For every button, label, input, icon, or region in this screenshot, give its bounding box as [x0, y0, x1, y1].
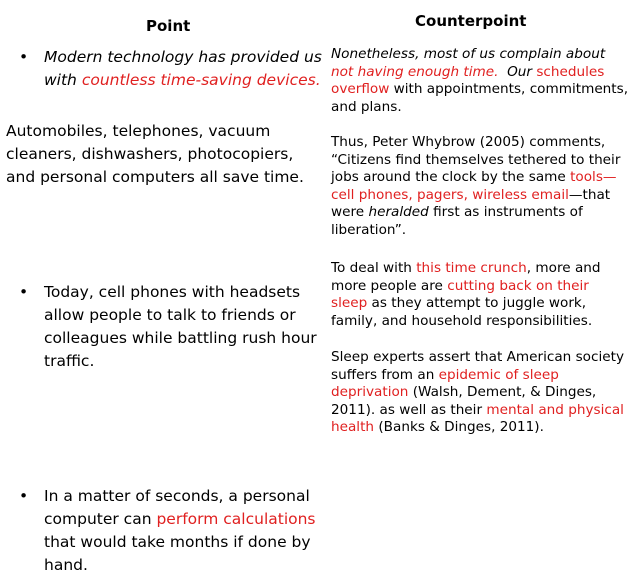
- cp2-highlight: tools— cell phones, pagers, wireless email: [331, 169, 617, 203]
- point-bullet-1-highlight: countless time-saving devices.: [81, 71, 321, 89]
- point-paragraph: Automobiles, telephones, vacuum cleaners, dishwashers, photocopiers, and personal computers all save time.: [6, 122, 304, 186]
- bullet-marker: •: [19, 283, 29, 301]
- counterpoint-heading: Counterpoint: [415, 12, 527, 30]
- cp2-italic: heralded: [368, 204, 429, 220]
- counterpoint-paragraph-2: [331, 134, 629, 239]
- cp1-text-b: Our: [498, 63, 537, 80]
- cp4-highlight-b: mental and physical health: [331, 401, 624, 435]
- point-column: [6, 0, 322, 574]
- cp4-highlight-a: epidemic of sleep deprivation: [331, 366, 559, 400]
- bullet-marker: •: [19, 487, 29, 505]
- point-bullet-1: [18, 46, 336, 92]
- cp1-highlight-a: not having enough time.: [331, 63, 499, 80]
- point-bullet-3-highlight: perform calculations: [156, 510, 316, 528]
- point-bullet-2-text: Today, cell phones with headsets allow people to talk to friends or colleagues while battling rush hour traffic.: [44, 283, 317, 370]
- cp3-text-b: , more and more people are: [331, 260, 601, 294]
- counterpoint-paragraph-3: [331, 260, 629, 330]
- point-bullet-3-text: In a matter of seconds, a personal computer can: [44, 487, 310, 528]
- point-bullet-2: [18, 281, 336, 373]
- point-bullet-3-text-end: that would take months if done by hand.: [44, 533, 311, 574]
- point-heading: Point: [146, 17, 191, 35]
- cp4-text-b: (Walsh, Dement, & Dinges, 2011). as well as their: [331, 384, 597, 418]
- cp3-text-a: To deal with: [331, 260, 417, 276]
- point-bullet-1-text: Modern technology has provided us with: [44, 48, 322, 89]
- cp2-text-c: first as instruments of liberation”.: [331, 204, 583, 238]
- cp3-highlight-a: this time crunch: [416, 260, 527, 276]
- counterpoint-paragraph-1: [331, 46, 629, 116]
- cp2-text-b: —that were: [331, 186, 611, 220]
- cp1-text-c: with appointments, commitments, and plans.: [331, 81, 629, 115]
- cp3-highlight-b: cutting back on their sleep: [331, 277, 589, 311]
- cp1-highlight-b: schedules overflow: [331, 63, 605, 97]
- cp3-text-c: as they attempt to juggle work, family, and household responsibilities.: [331, 295, 593, 329]
- cp2-text-a: Thus, Peter Whybrow (2005) comments, “Citizens find themselves tethered to their jobs around the clock by the same: [331, 134, 621, 185]
- point-bullet-3: [18, 485, 336, 577]
- counterpoint-paragraph-4: [331, 349, 629, 437]
- bullet-marker: •: [19, 48, 29, 66]
- cp4-text-a: Sleep experts assert that American society suffers from an: [331, 349, 624, 383]
- cp1-text-a: Nonetheless, most of us complain about: [331, 46, 606, 62]
- cp4-text-c: (Banks & Dinges, 2011).: [374, 419, 544, 435]
